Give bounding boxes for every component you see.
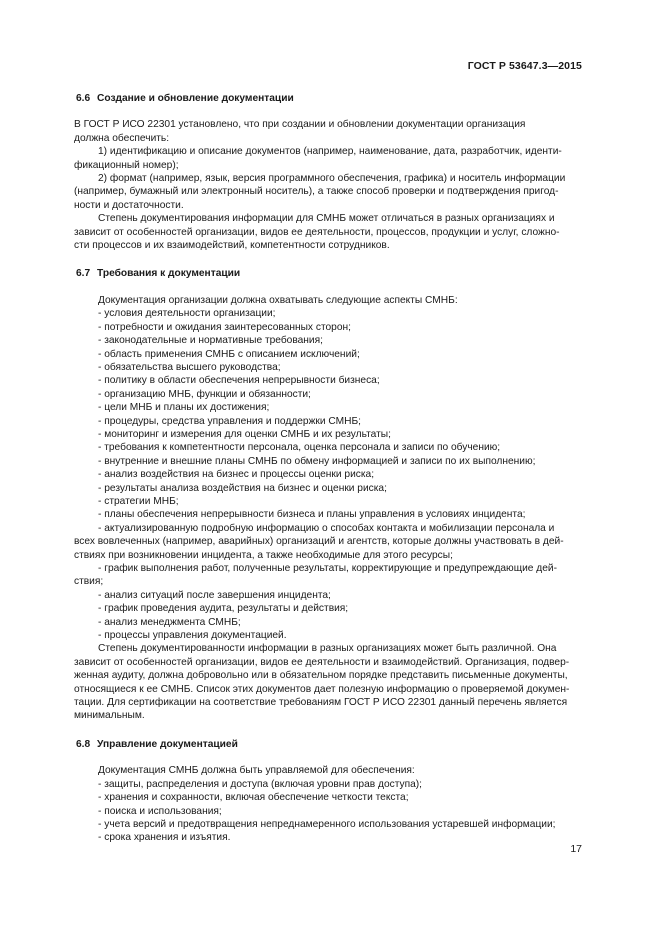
page-content <box>74 92 583 845</box>
list-item: - результаты анализа воздействия на бизнес и оценки риска; <box>98 482 387 494</box>
text-line: должна обеспечить: <box>74 132 170 144</box>
section-heading: Требования к документации <box>97 268 241 280</box>
list-item: - срока хранения и изъятия. <box>98 832 231 844</box>
section-6-6-body <box>74 118 583 252</box>
text-line: всех вовлеченных (например, аварийных) организаций и агентств, которые должны участвовать в дей- <box>74 536 564 548</box>
list-item: - график проведения аудита, результаты и действия; <box>98 603 349 615</box>
list-item: - поиска и использования; <box>98 805 222 817</box>
text-line: 1) идентификацию и описание документов (например, наименование, дата, разработчик, иденти- <box>98 146 562 158</box>
list-item: - анализ менеджмента СМНБ; <box>98 616 241 628</box>
list-item: - график выполнения работ, полученные результаты, корректирующие и предупреждающие дей- <box>98 563 557 574</box>
text-line: В ГОСТ Р ИСО 22301 установлено, что при создании и обновлении документации организация <box>74 119 526 131</box>
document-code-header: ГОСТ Р 53647.3—2015 <box>467 60 582 72</box>
list-item: - условия деятельности организации; <box>98 308 276 320</box>
text-line: женная аудиту, должна добровольно или в обязательном порядке представить письменные документы, <box>74 670 568 682</box>
list-item: - анализ ситуаций после завершения инцидента; <box>98 589 331 601</box>
list-item: - организацию МНБ, функции и обязанности; <box>98 388 311 400</box>
list-item: - мониторинг и измерения для оценки СМНБ и их результаты; <box>98 428 391 440</box>
section-6-6-title <box>74 92 583 105</box>
text-line: относящиеся к ее СМНБ. Список этих документов дает полезную информацию о проверяемой докумен- <box>74 683 570 695</box>
section-6-8-body <box>74 764 583 844</box>
list-item: - требования к компетентности персонала, оценка персонала и записи по обучению; <box>98 442 501 454</box>
list-item: - законодательные и нормативные требования; <box>98 335 323 347</box>
section-6-8-title <box>74 738 583 751</box>
section-heading: Создание и обновление документации <box>97 93 294 104</box>
section-heading: Управление документацией <box>97 738 238 750</box>
list-item: - процессы управления документацией. <box>98 630 287 642</box>
text-line: ствиях при возникновении инцидента, а также необходимые для этого ресурсы; <box>74 549 453 561</box>
text-line: Документация организации должна охватывать следующие аспекты СМНБ: <box>98 294 458 306</box>
text-line: Документация СМНБ должна быть управляемой для обеспечения: <box>98 765 415 777</box>
list-item: - политику в области обеспечения непрерывности бизнеса; <box>98 375 380 387</box>
list-item: - актуализированную подробную информацию о способах контакта и мобилизации персонала и <box>98 522 555 534</box>
list-item: - учета версий и предотвращения непреднамеренного использования устаревшей информации; <box>98 818 556 830</box>
list-item: - область применения СМНБ с описанием исключений; <box>98 348 360 360</box>
section-number: 6.7 <box>76 268 91 280</box>
list-item: - планы обеспечения непрерывности бизнеса и планы управления в условиях инцидента; <box>98 509 526 521</box>
text-line: Степень документированности информации в разных организациях может быть различной. Она <box>98 643 557 655</box>
text-line: зависит от особенностей организации, видов ее деятельности, процессов, продукции и услуг, сложно- <box>74 226 560 238</box>
list-item: - обязательства высшего руководства; <box>98 361 281 373</box>
list-item: - процедуры, средства управления и поддержки СМНБ; <box>98 415 361 427</box>
list-item: - защиты, распределения и доступа (включая уровни прав доступа); <box>98 778 422 790</box>
section-number: 6.8 <box>76 738 91 750</box>
text-line: ности и достаточности. <box>74 199 184 211</box>
section-6-7-title <box>74 267 583 280</box>
list-item: - анализ воздействия на бизнес и процессы оценки риска; <box>98 469 375 481</box>
list-item: - цели МНБ и планы их достижения; <box>98 402 270 414</box>
text-line: фикационный номер); <box>74 159 179 171</box>
text-line: 2) формат (например, язык, версия программного обеспечения, графика) и носитель информации <box>98 173 566 185</box>
text-line: ствия; <box>74 576 104 588</box>
text-line: минимальным. <box>74 710 145 722</box>
text-line: Степень документирования информации для СМНБ может отличаться в разных организациях и <box>98 213 555 225</box>
text-line: сти процессов и их взаимодействий, компетентности сотрудников. <box>74 240 390 252</box>
list-item: - хранения и сохранности, включая обеспечение четкости текста; <box>98 792 409 804</box>
list-item: - внутренние и внешние планы СМНБ по обмену информацией и записи по их выполнению; <box>98 455 536 467</box>
section-number: 6.6 <box>76 93 91 104</box>
page-number: 17 <box>570 843 582 855</box>
text-line: тации. Для сертификации на соответствие требованиям ГОСТ Р ИСО 22301 данный перечень является <box>74 697 568 709</box>
list-item: - стратегии МНБ; <box>98 495 179 507</box>
list-item: - потребности и ожидания заинтересованных сторон; <box>98 321 351 333</box>
text-line: зависит от особенностей организации, видов ее деятельности и взаимодействий. Организация, подвер- <box>74 656 570 668</box>
text-line: (например, бумажный или электронный носитель), а также способ проверки и подтверждения пригод- <box>74 186 559 198</box>
section-6-7-body <box>74 294 583 723</box>
